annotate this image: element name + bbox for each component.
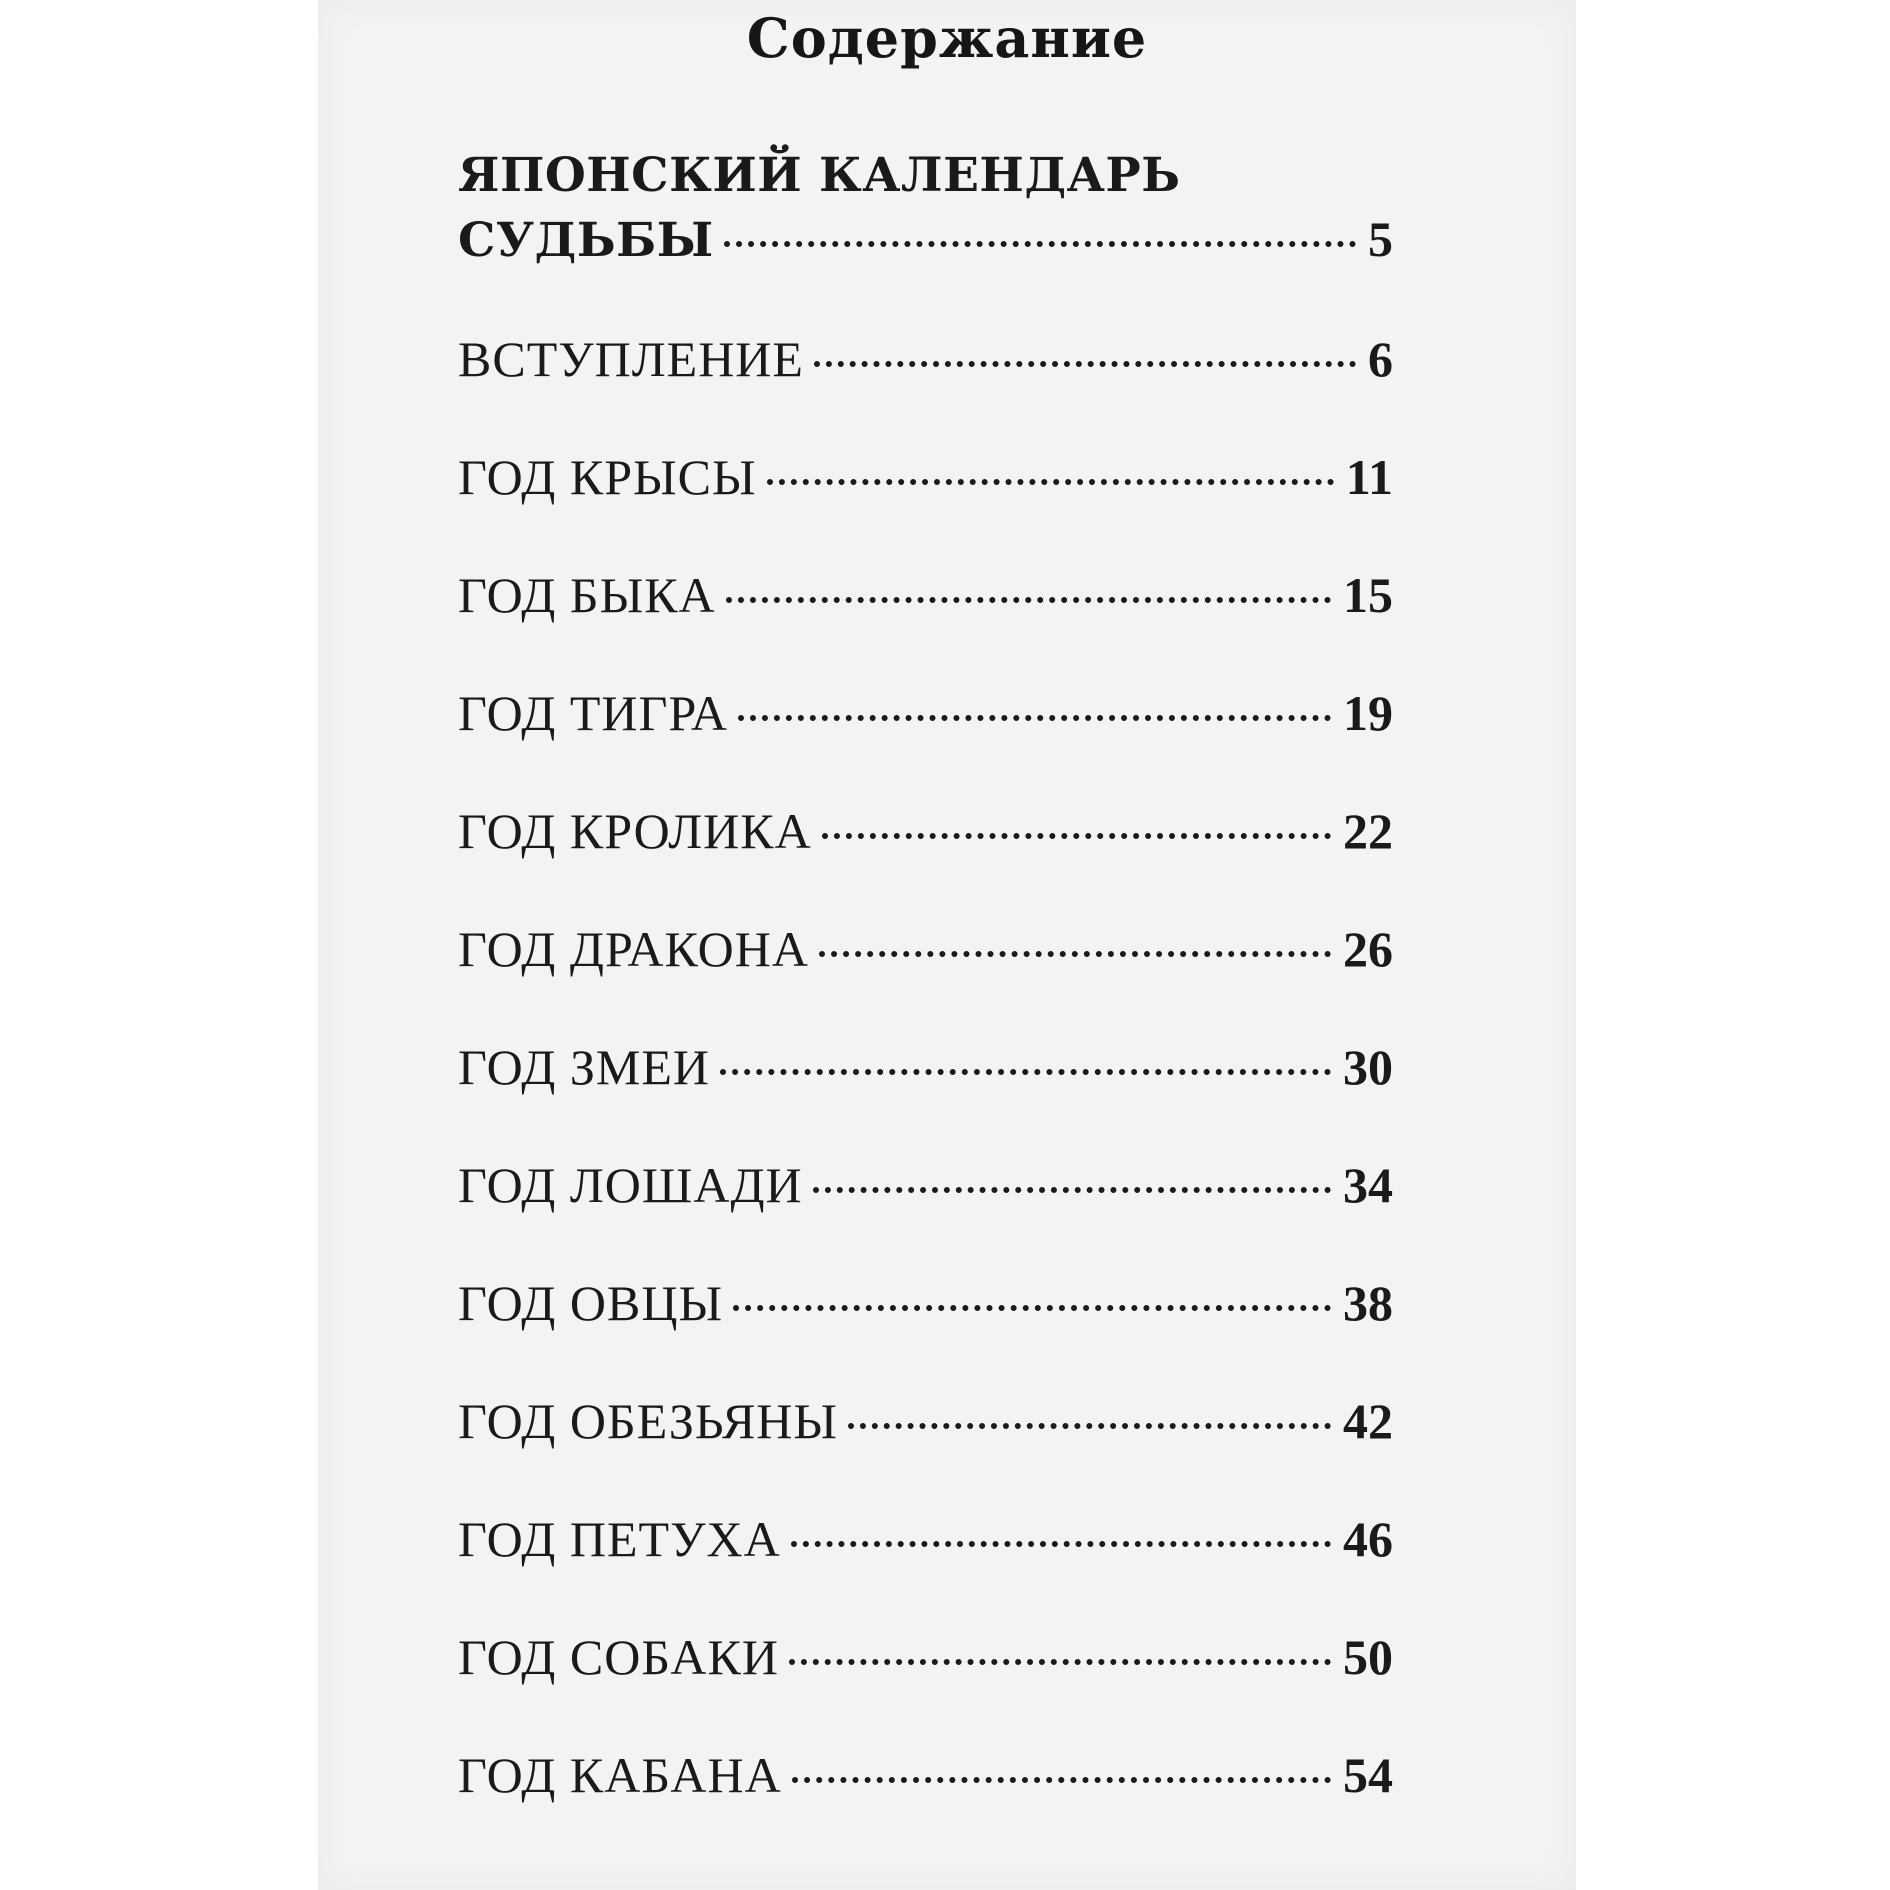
toc-entry — [458, 1746, 1393, 1804]
page-title: Содержание — [746, 6, 1148, 70]
toc-entry-page: 6 — [1368, 331, 1393, 387]
toc-entry-label: ГОД СОБАКИ — [458, 1629, 779, 1685]
book-page — [318, 0, 1576, 1890]
toc-entry-label-line1: ЯПОНСКИЙ КАЛЕНДАРЬ — [458, 148, 1181, 203]
dot-leader — [814, 361, 1356, 367]
dot-leader — [822, 833, 1331, 839]
dot-leader — [792, 1777, 1331, 1783]
toc-entry-label: ГОД ОБЕЗЬЯНЫ — [458, 1393, 839, 1449]
toc-entry-label: ГОД КАБАНА — [458, 1747, 782, 1803]
toc-entry-page: 42 — [1343, 1393, 1393, 1449]
toc-entry-page: 5 — [1368, 211, 1393, 267]
dot-leader — [791, 1541, 1331, 1547]
toc-entry-label: СУДЬБЫ — [458, 213, 714, 268]
toc-entry-page: 22 — [1343, 803, 1393, 859]
toc-entry — [458, 1156, 1393, 1214]
dot-leader — [789, 1659, 1331, 1665]
toc-entry-page: 11 — [1345, 449, 1393, 505]
toc-entry-label: ГОД БЫКА — [458, 567, 716, 623]
toc-entry — [458, 566, 1393, 624]
toc-entry-label: ГОД ЛОШАДИ — [458, 1157, 803, 1213]
toc-entry-page: 30 — [1343, 1039, 1393, 1095]
toc-entry-page: 15 — [1343, 567, 1393, 623]
toc-entry-page: 26 — [1343, 921, 1393, 977]
dot-leader — [819, 951, 1331, 957]
toc-entry — [458, 1510, 1393, 1568]
toc-entry-label: ГОД ЗМЕИ — [458, 1039, 711, 1095]
toc-entry-page: 19 — [1343, 685, 1393, 741]
toc-entry — [458, 210, 1393, 268]
dot-leader — [720, 1069, 1331, 1075]
toc-entry-page: 46 — [1343, 1511, 1393, 1567]
toc-entry — [458, 448, 1393, 506]
dot-leader — [813, 1187, 1331, 1193]
toc-entry-page: 38 — [1343, 1275, 1393, 1331]
toc-entry — [458, 802, 1393, 860]
toc-entry — [458, 1038, 1393, 1096]
toc-entry-label: ВСТУПЛЕНИЕ — [458, 331, 804, 387]
toc-entry-label: ГОД ТИГРА — [458, 685, 728, 741]
toc-entry — [458, 1392, 1393, 1450]
dot-leader — [767, 479, 1334, 485]
toc-entry-label: ГОД ОВЦЫ — [458, 1275, 724, 1331]
dot-leader — [738, 715, 1331, 721]
toc-entry — [458, 920, 1393, 978]
toc-entry-label: ГОД ПЕТУХА — [458, 1511, 781, 1567]
toc-entry-label: ГОД КРЫСЫ — [458, 449, 757, 505]
toc-entry — [458, 1274, 1393, 1332]
dot-leader — [733, 1305, 1331, 1311]
toc-entry-label: ГОД ДРАКОНА — [458, 921, 809, 977]
toc-entry — [458, 1628, 1393, 1686]
toc-entry-label: ГОД КРОЛИКА — [458, 803, 812, 859]
toc-entry-page: 54 — [1343, 1747, 1393, 1803]
toc-entry — [458, 684, 1393, 742]
toc-entry — [458, 330, 1393, 388]
dot-leader — [726, 597, 1331, 603]
toc-entry-page: 34 — [1343, 1157, 1393, 1213]
dot-leader — [848, 1423, 1331, 1429]
dot-leader — [724, 241, 1356, 247]
toc-entry-page: 50 — [1343, 1629, 1393, 1685]
